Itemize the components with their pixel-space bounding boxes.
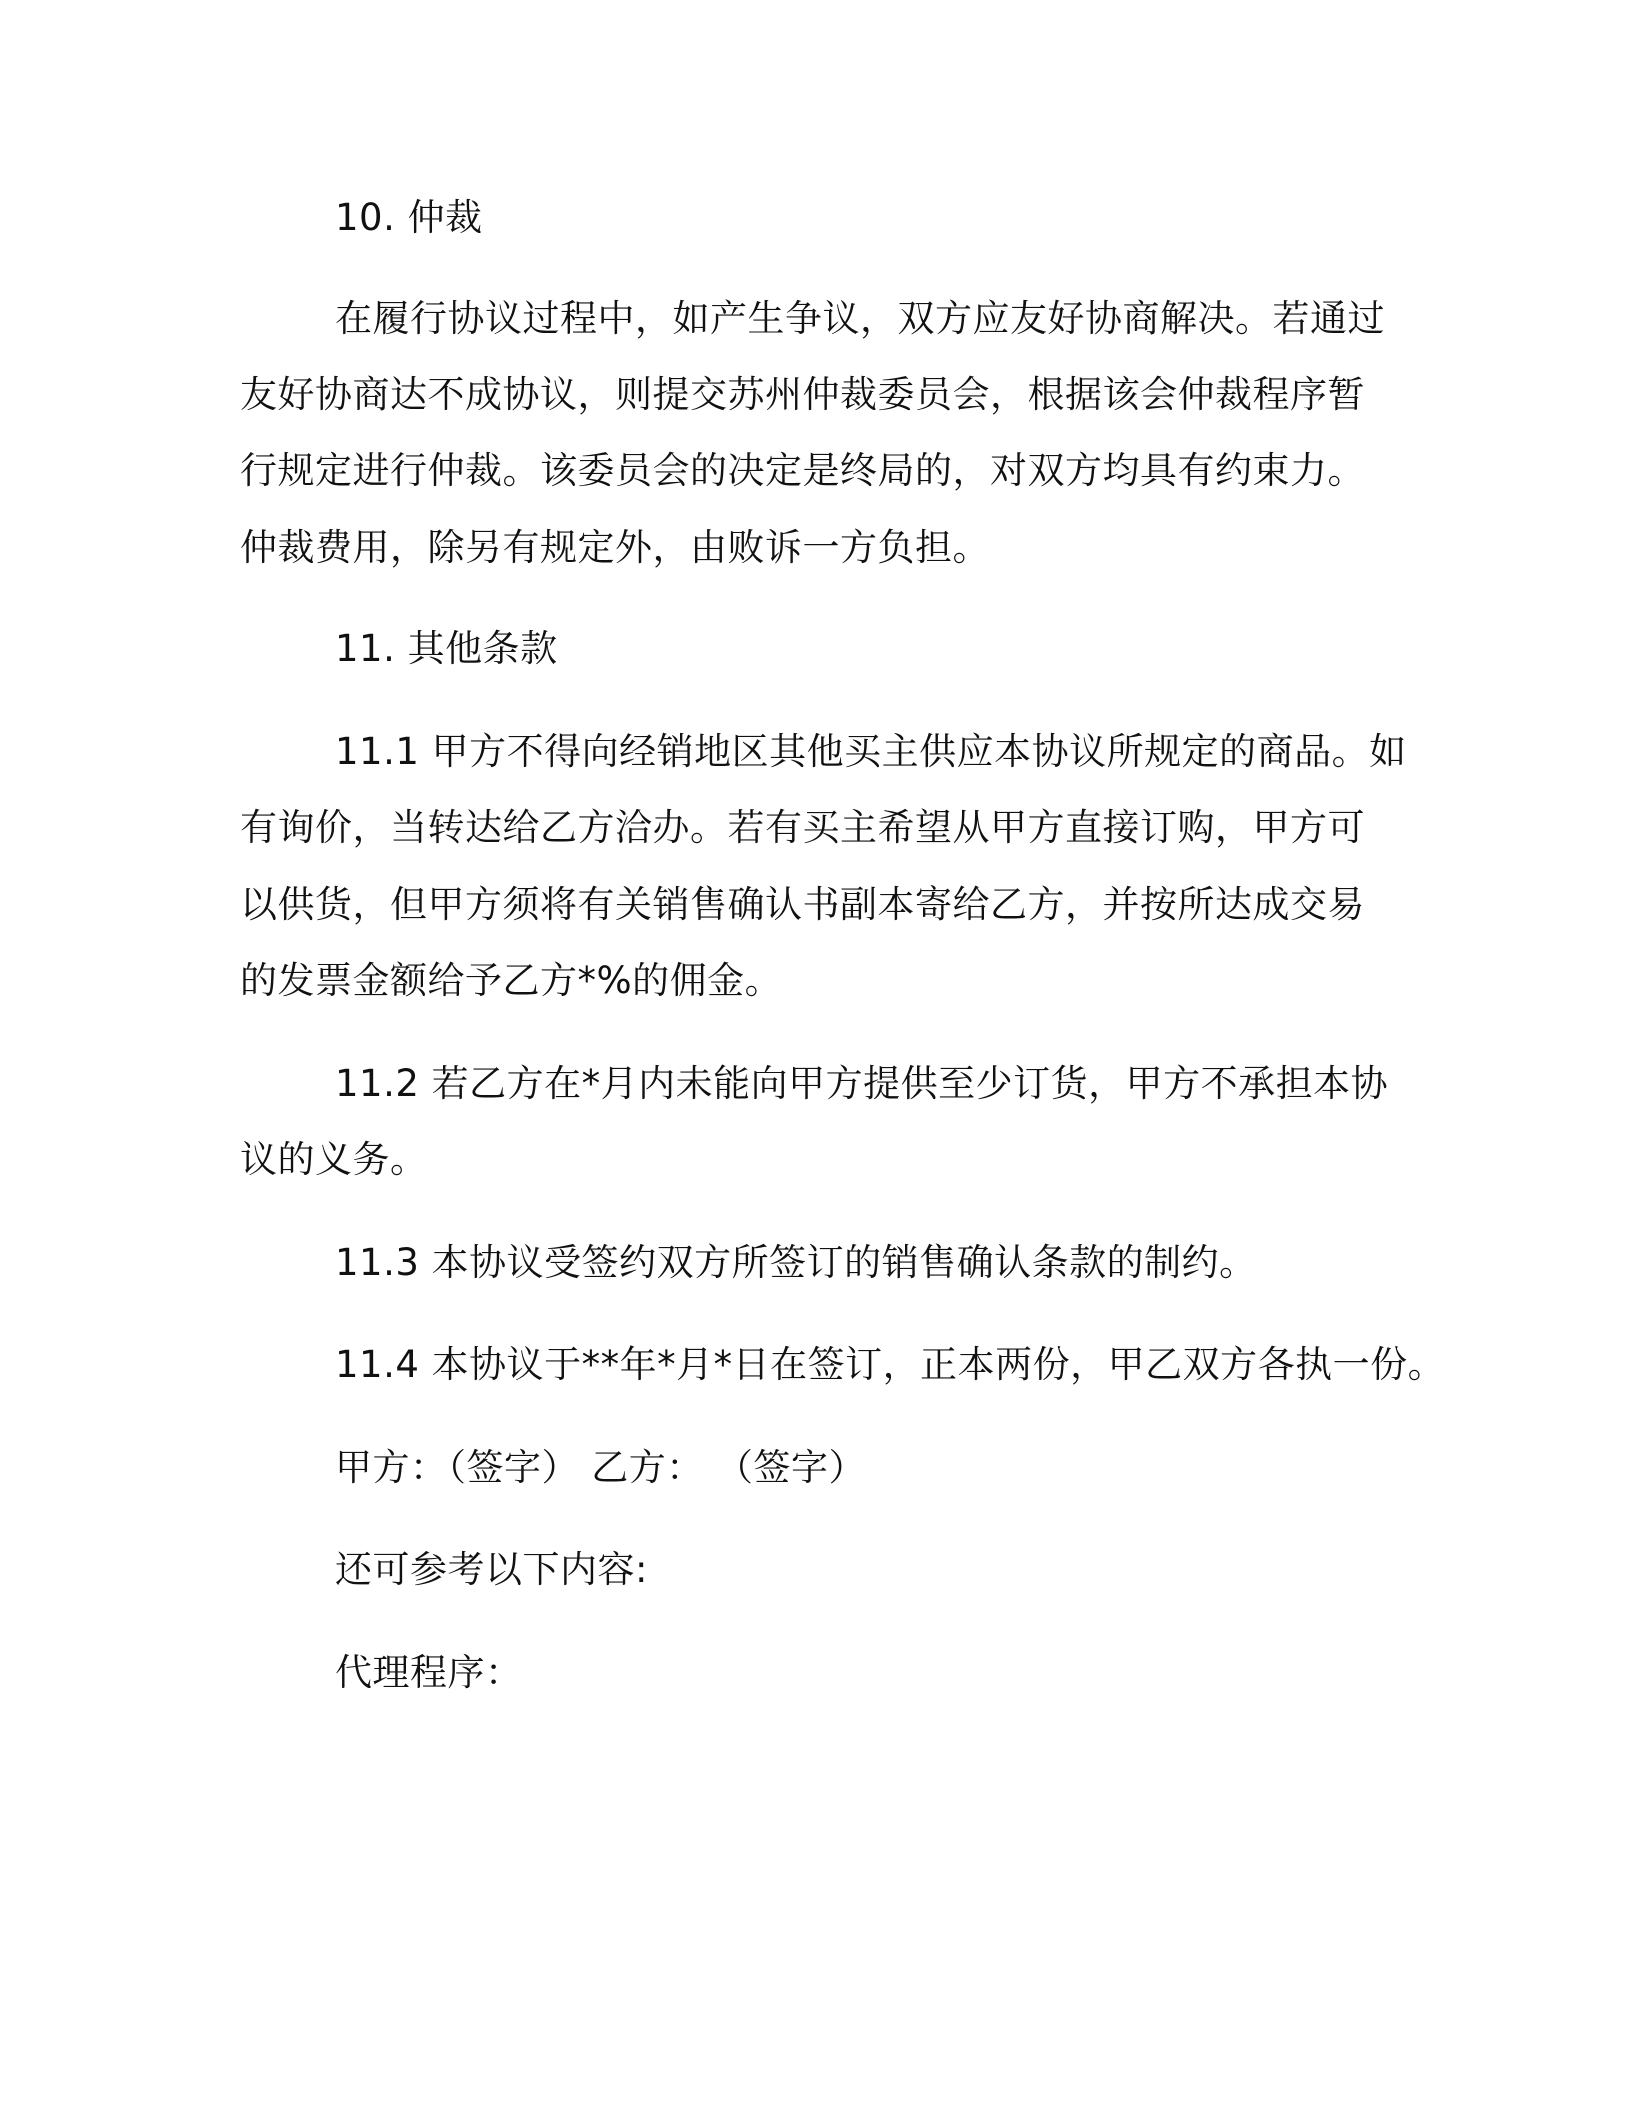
clause-11-4-line-1: 11.4 本协议于**年*月*日在签订，正本两份，甲乙双方各执一份。 bbox=[335, 1343, 1446, 1386]
section-10-line-3: 行规定进行仲裁。该委员会的决定是终局的，对双方均具有约束力。 bbox=[240, 449, 1365, 492]
section-10-line-1: 在履行协议过程中，如产生争议，双方应友好协商解决。若通过 bbox=[335, 297, 1385, 340]
clause-11-1-line-4: 的发票金额给予乙方*%的佣金。 bbox=[240, 959, 783, 1002]
clause-11-1-line-2: 有询价，当转达给乙方洽办。若有买主希望从甲方直接订购，甲方可 bbox=[240, 806, 1365, 849]
agent-procedure-heading: 代理程序： bbox=[335, 1651, 523, 1694]
clause-11-2-line-1: 11.2 若乙方在*月内未能向甲方提供至少订货，甲方不承担本协 bbox=[335, 1062, 1389, 1105]
clause-11-3-line-1: 11.3 本协议受签约双方所签订的销售确认条款的制约。 bbox=[335, 1241, 1257, 1284]
section-10-line-4: 仲裁费用，除另有规定外，由败诉一方负担。 bbox=[240, 526, 990, 569]
section-11-heading: 11. 其他条款 bbox=[335, 627, 558, 670]
section-10-line-2: 友好协商达不成协议，则提交苏州仲裁委员会，根据该会仲裁程序暂 bbox=[240, 373, 1365, 416]
clause-11-2-line-2: 议的义务。 bbox=[240, 1138, 428, 1181]
signature-line: 甲方：（签字） 乙方： （签字） bbox=[335, 1446, 867, 1489]
clause-11-1-line-3: 以供货，但甲方须将有关销售确认书副本寄给乙方，并按所达成交易 bbox=[240, 883, 1365, 926]
section-10-heading: 10. 仲裁 bbox=[335, 196, 483, 239]
clause-11-1-line-1: 11.1 甲方不得向经销地区其他买主供应本协议所规定的商品。如 bbox=[335, 730, 1407, 773]
reference-note: 还可参考以下内容: bbox=[335, 1548, 648, 1591]
